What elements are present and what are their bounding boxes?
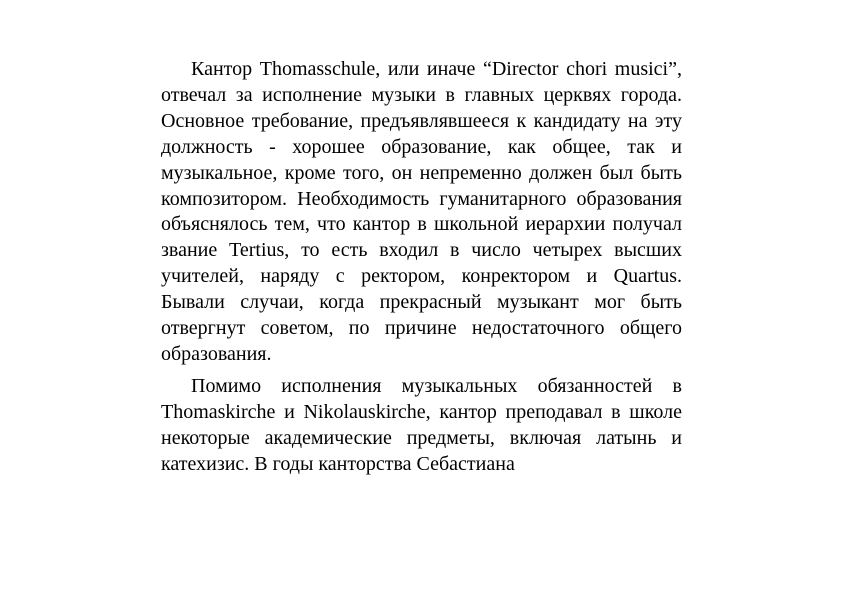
paragraph-1: Кантор Thomasschule, или иначе “Director chori musici”, отвечал за исполнение музыки в главных церквях города. Основное требование, предъявлявшееся к кандидату на эту должность - хорошее образование, как общее, так и музыкальное, кроме того, он непременно должен был быть композитором. Необходимость гуманитарного образования объяснялось тем, что кантор в школьной иерархии получал звание Tertius, то есть входил в число четырех высших учителей, наряду с ректором, конректором и Quartus. Бывали случаи, когда прекрасный музыкант мог быть отвергнут советом, по причине недостаточного общего образования. [161, 58, 682, 365]
body-text [161, 57, 682, 478]
paragraph-2: Помимо исполнения музыкальных обязанностей в Thomaskirche и Nikolauskirche, кантор преподавал в школе некоторые академические предметы, включая латынь и катехизис. В годы канторства Себастиана [161, 374, 682, 475]
